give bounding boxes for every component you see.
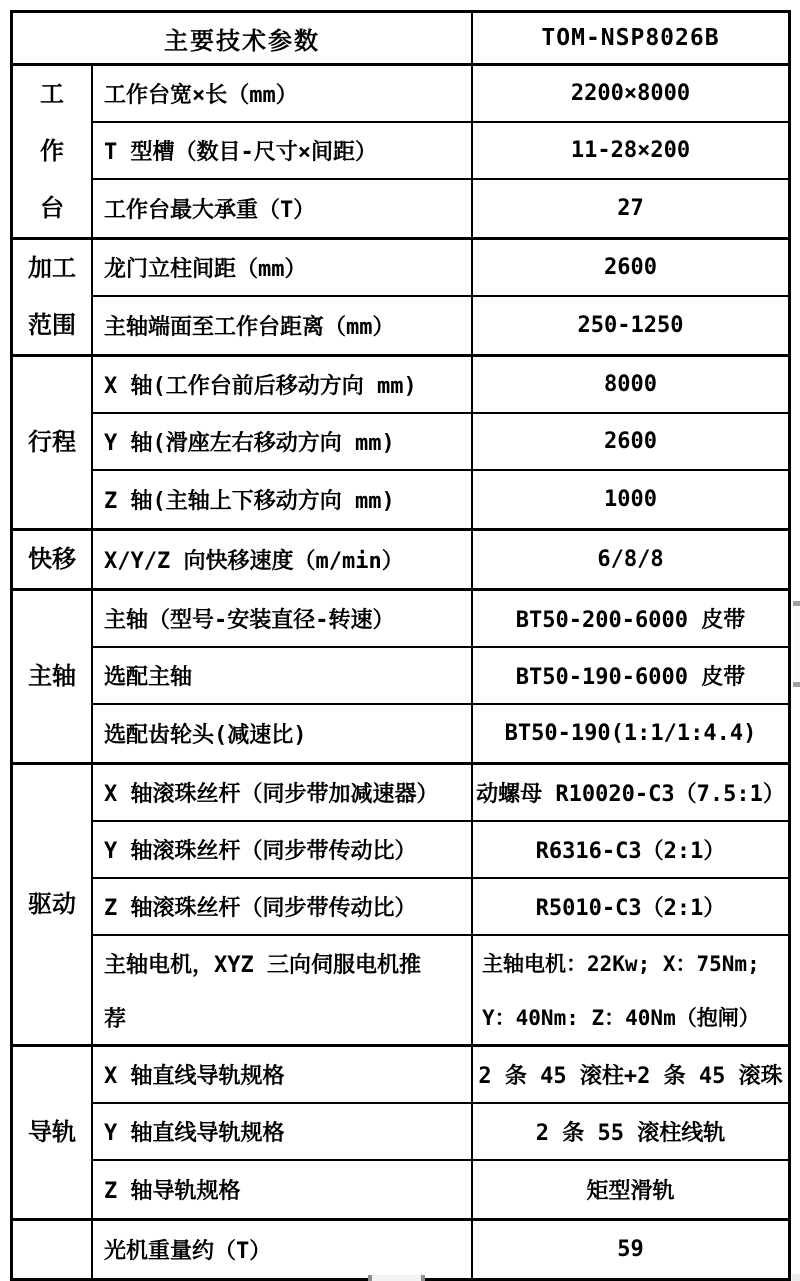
group-label-line: 导轨 [28, 1118, 76, 1147]
horizontal-scrollbar-thumb[interactable] [368, 1275, 425, 1281]
value-line: Y：40Nm: Z：40Nm（抱闸） [482, 1006, 760, 1030]
table-row [93, 765, 788, 822]
table-row [93, 357, 788, 414]
param-cell: 选配主轴 [93, 648, 473, 703]
table-row [93, 1104, 788, 1161]
param-cell [93, 936, 473, 1044]
value-cell: 6/8/8 [597, 547, 664, 572]
group-rows [93, 357, 788, 528]
value-cell: BT50-190-6000 皮带 [515, 665, 746, 690]
group-label [13, 765, 93, 1044]
vertical-scrollbar-thumb[interactable] [793, 601, 800, 687]
value-cell: BT50-200-6000 皮带 [515, 608, 746, 633]
table-row [93, 1047, 788, 1104]
spec-group-travel [13, 357, 788, 531]
value-line: 主轴电机：22Kw; X：75Nm; [482, 952, 760, 976]
table-row [93, 180, 788, 237]
param-cell: X 轴(工作台前后移动方向 mm) [93, 357, 473, 412]
group-rows [93, 1221, 788, 1278]
param-cell: 主轴（型号-安装直径-转速） [93, 591, 473, 646]
table-row [93, 531, 788, 588]
table-row [93, 822, 788, 879]
group-label [13, 66, 93, 237]
group-label-line: 作 [40, 137, 64, 166]
spec-group-worktable [13, 66, 788, 240]
value-cell: R6316-C3（2:1） [535, 839, 726, 864]
group-rows [93, 765, 788, 1044]
scrollbar-cap-icon [421, 1275, 425, 1281]
group-label [13, 531, 93, 588]
value-cell [473, 936, 788, 1044]
spec-group-drive [13, 765, 788, 1047]
table-row [93, 936, 788, 1044]
group-label-line: 台 [40, 194, 64, 223]
value-cell: 矩型滑轨 [586, 1179, 675, 1204]
param-cell: Y 轴(滑座左右移动方向 mm) [93, 414, 473, 469]
value-cell: 2600 [604, 255, 657, 280]
group-label [13, 240, 93, 354]
value-cell: 1000 [604, 487, 657, 512]
group-label-line: 范围 [28, 311, 76, 340]
scrollbar-cap-icon [793, 601, 800, 606]
value-cell: 2 条 55 滚柱线轨 [535, 1121, 726, 1146]
value-cell: 8000 [604, 372, 657, 397]
table-row [93, 705, 788, 762]
value-cell: 27 [617, 196, 644, 221]
param-cell: 主轴端面至工作台距离（mm） [93, 297, 473, 354]
group-label [13, 591, 93, 762]
spec-group-guideways [13, 1047, 788, 1221]
value-cell: 11-28×200 [570, 138, 691, 163]
table-body [13, 66, 788, 1278]
group-rows [93, 531, 788, 588]
group-rows [93, 66, 788, 237]
spec-group-spindle [13, 591, 788, 765]
param-cell: X 轴滚珠丝杆（同步带加减速器） [93, 765, 473, 820]
table-row [93, 1161, 788, 1218]
header-model-cell: TOM-NSP8026B [541, 25, 720, 51]
spec-group-machine-weight [13, 1221, 788, 1278]
value-cell: 2200×8000 [570, 81, 691, 106]
param-cell: 选配齿轮头(减速比) [93, 705, 473, 762]
group-rows [93, 591, 788, 762]
value-cell: 2600 [604, 429, 657, 454]
table-row [93, 1221, 788, 1278]
spec-group-machining-range [13, 240, 788, 357]
param-cell: Y 轴直线导轨规格 [93, 1104, 473, 1159]
value-cell: 59 [617, 1237, 644, 1262]
param-cell: 工作台最大承重（T） [93, 180, 473, 237]
spec-table [10, 10, 791, 1281]
value-cell: BT50-190(1:1/1:4.4) [504, 721, 757, 746]
scrollbar-cap-icon [793, 682, 800, 687]
param-cell: 工作台宽×长（mm） [93, 66, 473, 121]
table-row [93, 66, 788, 123]
value-cell: R5010-C3（2:1） [535, 896, 726, 921]
value-cell: 2 条 45 滚柱+2 条 45 滚珠 [478, 1064, 783, 1089]
table-row [93, 297, 788, 354]
param-cell: Z 轴导轨规格 [93, 1161, 473, 1218]
param-cell: X/Y/Z 向快移速度（m/min） [93, 531, 473, 588]
group-label [13, 357, 93, 528]
group-label-line: 快移 [28, 545, 76, 574]
param-line: 主轴电机，XYZ 三向伺服电机推 [104, 952, 421, 978]
table-header-row [13, 13, 788, 66]
table-row [93, 471, 788, 528]
param-cell: X 轴直线导轨规格 [93, 1047, 473, 1102]
header-title-cell: 主要技术参数 [13, 13, 473, 63]
group-label-line: 驱动 [28, 890, 76, 919]
table-row [93, 648, 788, 705]
param-cell: Z 轴(主轴上下移动方向 mm) [93, 471, 473, 528]
group-label [13, 1047, 93, 1218]
param-cell: 龙门立柱间距（mm） [93, 240, 473, 295]
param-cell: Z 轴滚珠丝杆（同步带传动比） [93, 879, 473, 934]
group-label-line: 行程 [28, 428, 76, 457]
table-row [93, 591, 788, 648]
group-label [13, 1221, 93, 1278]
table-row [93, 240, 788, 297]
group-rows [93, 240, 788, 354]
group-label-line: 加工 [28, 254, 76, 283]
scrollbar-corner [792, 1274, 800, 1281]
param-cell: T 型槽（数目-尺寸×间距） [93, 123, 473, 178]
value-cell: 250-1250 [577, 313, 684, 338]
value-cell: 动螺母 R10020-C3（7.5:1） [476, 782, 785, 807]
param-cell: Y 轴滚珠丝杆（同步带传动比） [93, 822, 473, 877]
table-row [93, 123, 788, 180]
group-label-line: 工 [40, 80, 64, 109]
group-label-line: 主轴 [28, 662, 76, 691]
spec-group-rapid-traverse [13, 531, 788, 591]
table-row [93, 414, 788, 471]
scrollbar-cap-icon [368, 1275, 372, 1281]
param-line: 荐 [104, 1006, 127, 1032]
table-row [93, 879, 788, 936]
param-cell: 光机重量约（T） [93, 1221, 473, 1278]
group-rows [93, 1047, 788, 1218]
